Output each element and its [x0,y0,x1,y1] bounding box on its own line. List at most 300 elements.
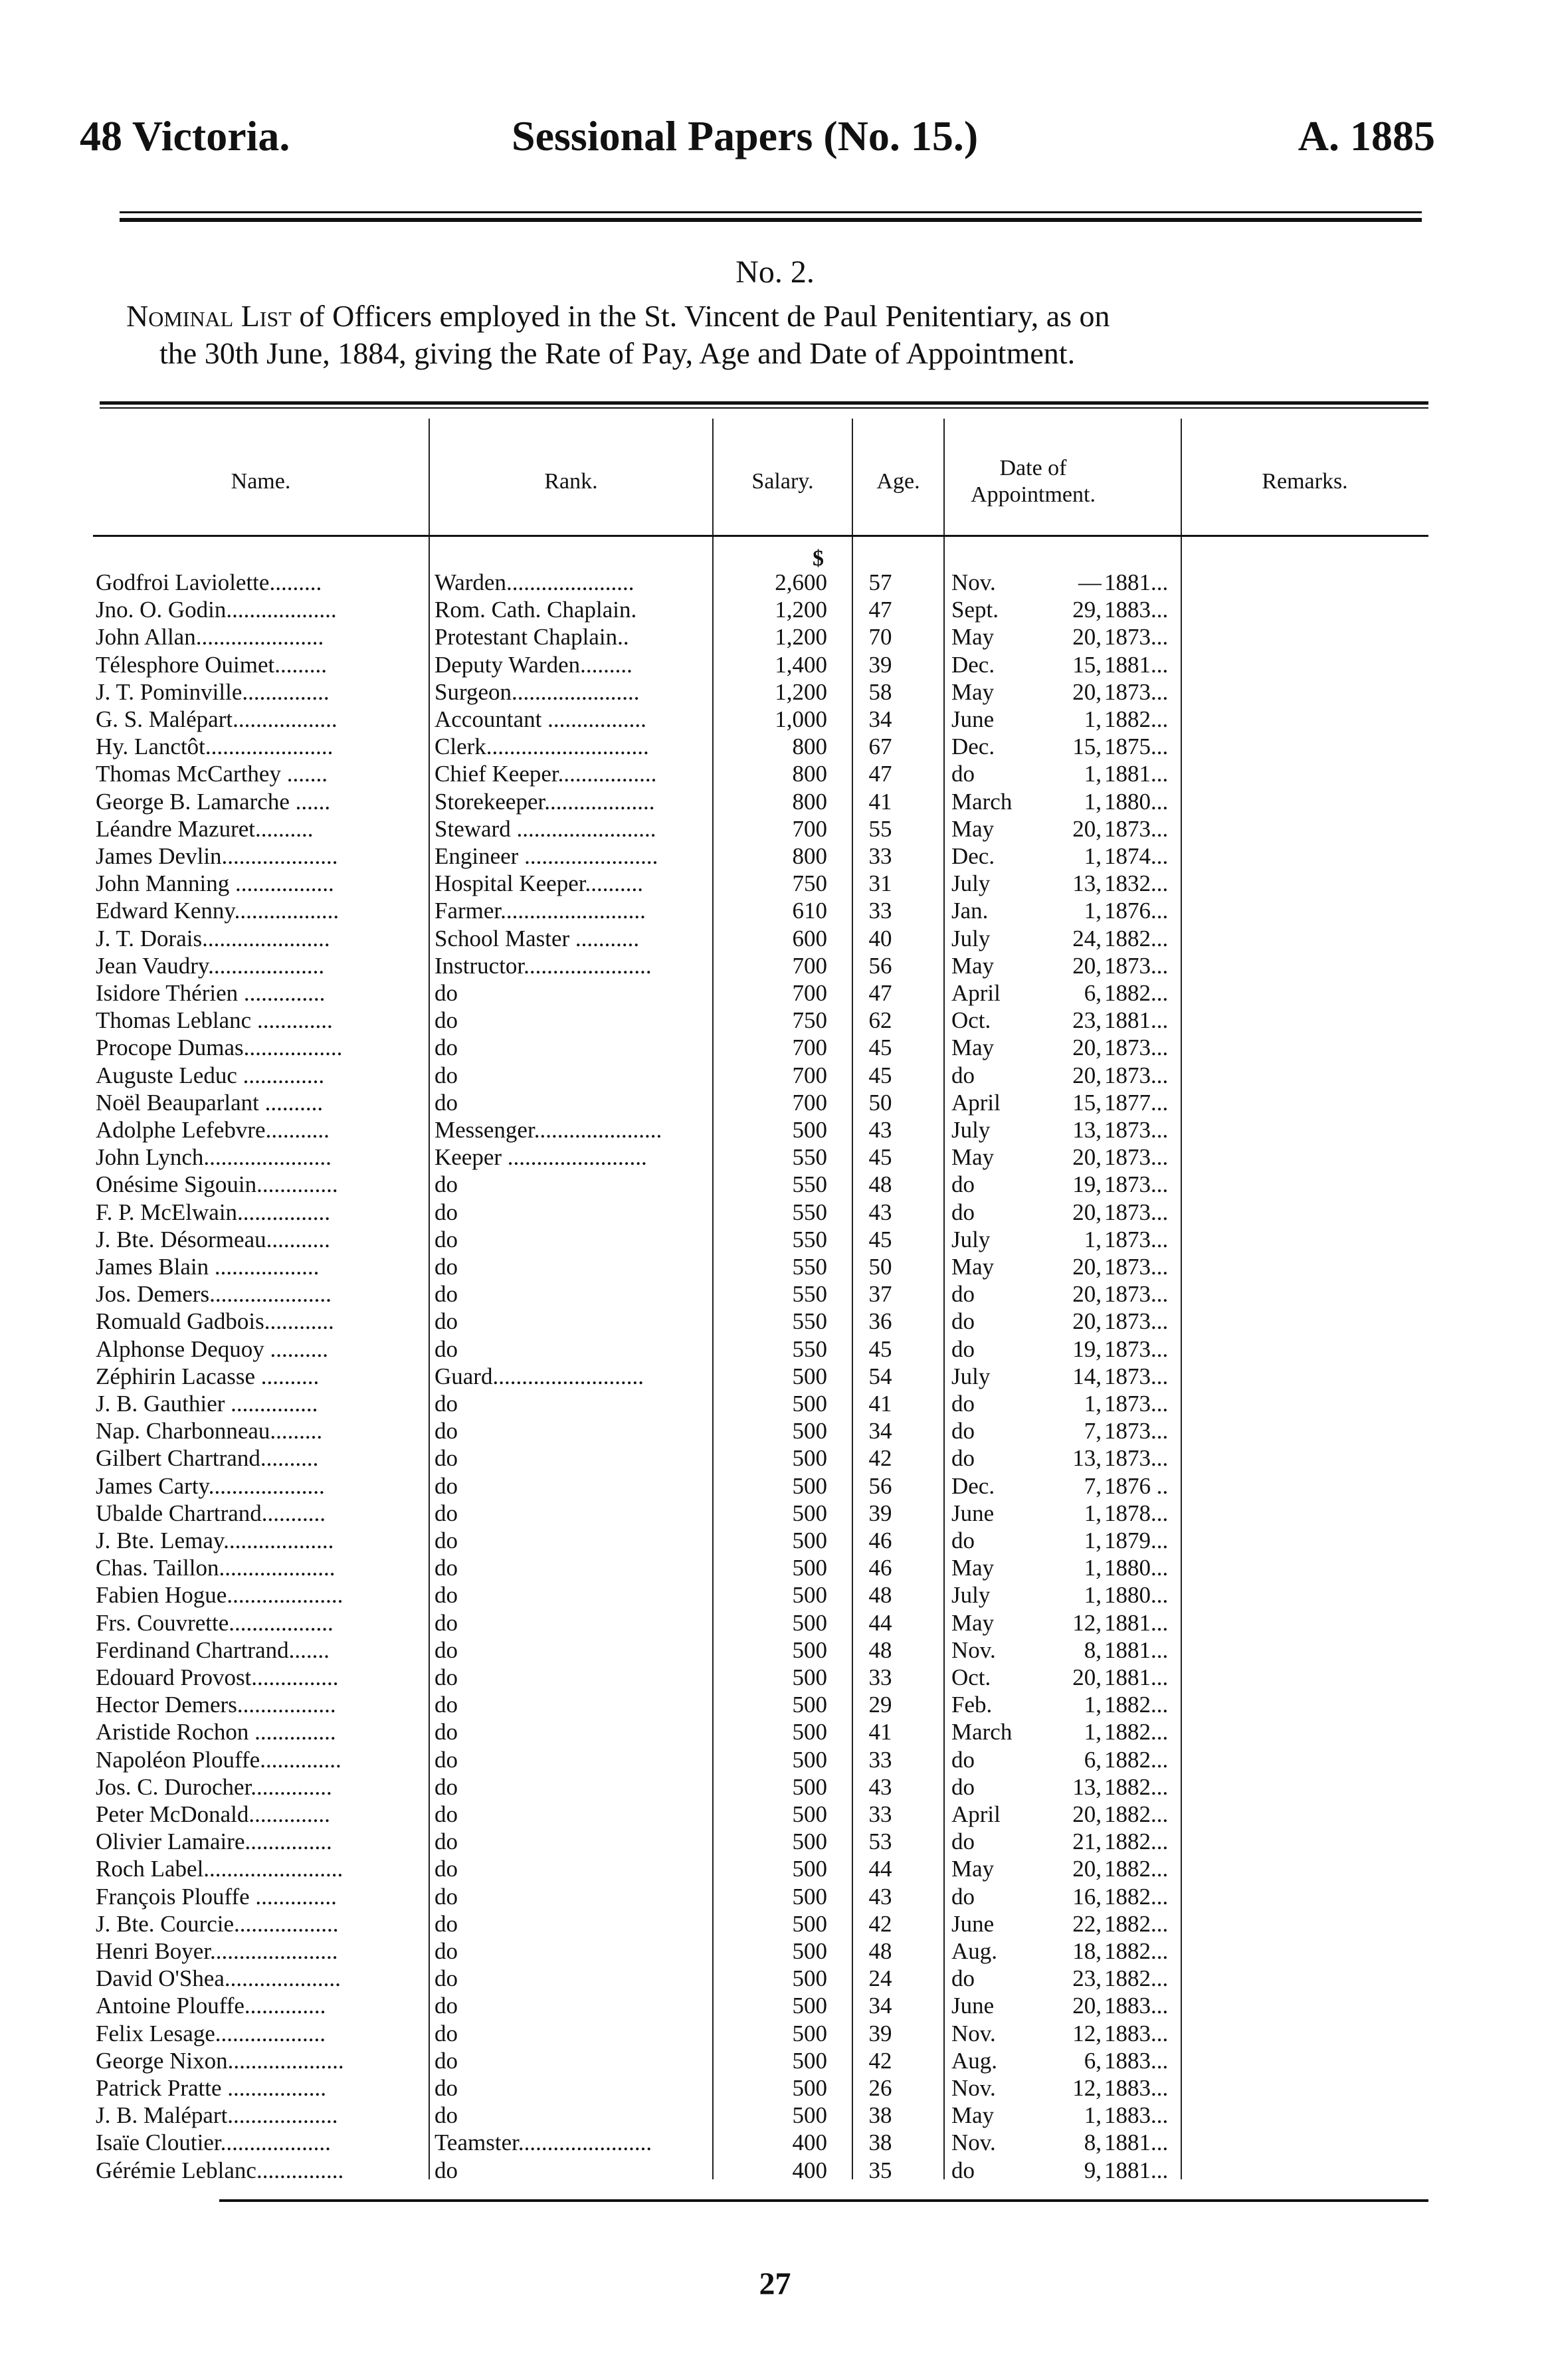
running-header [80,106,1435,166]
officer-salary: 550 [792,1226,827,1252]
appointment-day: 29, [1072,597,1102,623]
officer-salary: 750 [792,870,827,897]
column-header-date: Date of Appointment. [971,456,1096,507]
appointment-year: 1881... [1104,1609,1169,1636]
appointment-month: May [951,1555,995,1581]
officer-age: 55 [868,815,892,842]
appointment-day: 1, [1084,1719,1102,1745]
document-number: No. 2. [735,254,815,290]
appointment-month: Aug. [951,1938,998,1964]
header-session: 48 Victoria. [80,112,290,159]
appointment-month: do [951,761,975,787]
officer-salary: 500 [792,2102,827,2129]
officer-age: 48 [868,1171,892,1198]
appointment-month: Dec. [951,1472,995,1499]
appointment-day: 20, [1072,1664,1102,1690]
officer-age: 45 [868,1035,892,1061]
appointment-year: 1883... [1104,597,1169,623]
table-row [0,1199,1550,1226]
appointment-year: 1878... [1104,1500,1169,1526]
officer-age: 53 [868,1829,892,1855]
appointment-year: 1882... [1104,1746,1169,1773]
officer-rank: Accountant ................. [435,706,646,732]
table-row [0,1253,1550,1280]
officer-salary: 800 [792,761,827,787]
officer-rank: Keeper ........................ [435,1144,647,1171]
appointment-day: 8, [1084,2130,1102,2156]
appointment-month: Oct. [951,1007,991,1034]
appointment-day: 20, [1072,815,1102,842]
table-row [0,1500,1550,1527]
appointment-month: June [951,1910,995,1937]
officer-age: 44 [868,1856,892,1882]
appointment-month: Feb. [951,1692,993,1718]
officer-rank: Clerk............................ [435,734,649,760]
appointment-month: do [951,1199,975,1225]
appointment-day: 20, [1072,1144,1102,1171]
table-row [0,2157,1550,2184]
officer-age: 45 [868,1336,892,1362]
officer-salary: 1,400 [775,651,827,678]
officer-name: Godfroi Laviolette......... [96,569,322,595]
officer-age: 50 [868,1089,892,1116]
header-underline [93,535,1428,537]
officer-name: David O'Shea.................... [96,1965,341,1992]
officer-age: 45 [868,1144,892,1171]
officer-rank: do [435,1910,458,1937]
officer-name: Télesphore Ouimet......... [96,651,327,678]
appointment-year: 1832... [1104,870,1169,897]
officer-age: 34 [868,1418,892,1444]
officer-name: Romuald Gadbois............ [96,1308,334,1335]
officer-name: Napoléon Plouffe.............. [96,1746,341,1773]
table-row [0,1691,1550,1718]
officer-age: 42 [868,1910,892,1937]
officer-rank: do [435,1391,458,1417]
appointment-day: 1, [1084,706,1102,732]
table-row [0,596,1550,623]
appointment-month: do [951,1418,975,1444]
officer-salary: 550 [792,1199,827,1225]
appointment-month: do [951,2157,975,2183]
appointment-day: 13, [1072,870,1102,897]
table-row [0,2102,1550,2129]
officer-salary: 700 [792,1062,827,1088]
appointment-month: do [951,1528,975,1553]
table-row [0,2129,1550,2156]
appointment-year: 1883... [1104,2047,1169,2074]
appointment-month: do [951,1391,975,1417]
appointment-day: 19, [1072,1336,1102,1362]
officer-name: Frs. Couvrette.................. [96,1609,334,1636]
officer-age: 33 [868,843,892,869]
officer-age: 62 [868,1007,892,1034]
appointment-day: 6, [1084,2047,1102,2074]
appointment-day: 1, [1084,1582,1102,1609]
appointment-month: July [951,1226,991,1252]
officer-salary: 500 [792,1883,827,1910]
officer-age: 41 [868,1391,892,1417]
officer-name: J. B. Gauthier ............... [96,1391,318,1417]
appointment-day: 21, [1072,1829,1102,1855]
appointment-year: 1873... [1104,624,1169,650]
appointment-day: 20, [1072,1281,1102,1308]
officer-name: François Plouffe .............. [96,1883,337,1910]
appointment-month: do [951,1965,975,1992]
appointment-day: 12, [1072,2075,1102,2101]
appointment-month: do [951,1062,975,1088]
table-row [0,1937,1550,1965]
officer-name: Peter McDonald.............. [96,1801,330,1827]
appointment-month: July [951,925,991,951]
officer-age: 31 [868,870,892,897]
officer-name: J. Bte. Désormeau........... [96,1226,330,1252]
officer-salary: 400 [792,2130,827,2156]
officer-name: Chas. Taillon.................... [96,1555,336,1581]
officer-age: 48 [868,1938,892,1964]
table-row [0,1828,1550,1855]
officer-name: George Nixon.................... [96,2047,344,2074]
officer-salary: 500 [792,2047,827,2074]
officer-salary: 500 [792,1938,827,1964]
appointment-year: 1873... [1104,1171,1169,1198]
table-row [0,733,1550,760]
table-row [0,1718,1550,1745]
appointment-month: June [951,706,995,732]
appointment-year: 1882... [1104,1801,1169,1827]
officer-name: Léandre Mazuret.......... [96,815,314,842]
officer-rank: do [435,1856,458,1882]
appointment-day: 20, [1072,624,1102,650]
appointment-day: 20, [1072,1062,1102,1088]
appointment-year: 1881... [1104,651,1169,678]
officer-age: 39 [868,2020,892,2046]
officer-name: J. T. Dorais...................... [96,925,330,951]
table-row [0,925,1550,952]
appointment-day: 23, [1072,1965,1102,1992]
officer-name: Jos. C. Durocher.............. [96,1773,332,1800]
officer-rank: do [435,1993,458,2019]
officer-rank: do [435,1445,458,1472]
appointment-day: 18, [1072,1938,1102,1964]
officer-rank: Deputy Warden......... [435,651,632,678]
officer-salary: 500 [792,1445,827,1472]
officer-name: Ferdinand Chartrand....... [96,1636,330,1663]
officer-salary: 1,200 [775,597,827,623]
officer-salary: 500 [792,1910,827,1937]
officer-rank: do [435,1938,458,1964]
officer-name: F. P. McElwain................ [96,1199,331,1225]
appointment-month: May [951,1609,995,1636]
appointment-day: 20, [1072,678,1102,705]
officer-name: J. Bte. Courcie.................. [96,1910,339,1937]
appointment-year: 1882... [1104,1856,1169,1882]
officer-age: 42 [868,1445,892,1472]
officer-age: 40 [868,925,892,951]
officer-age: 43 [868,1199,892,1225]
officer-age: 43 [868,1117,892,1143]
officer-rank: do [435,2157,458,2183]
appointment-day: 1, [1084,761,1102,787]
appointment-month: do [951,1171,975,1198]
appointment-day: 8, [1084,1636,1102,1663]
officer-name: Hector Demers................. [96,1692,336,1718]
table-row [0,1417,1550,1444]
officer-name: Hy. Lanctôt...................... [96,734,334,760]
appointment-day: 1, [1084,1528,1102,1553]
table-row [0,1171,1550,1198]
officer-name: Antoine Plouffe.............. [96,1993,326,2019]
appointment-day: 1, [1084,1226,1102,1252]
officer-name: Aristide Rochon .............. [96,1719,336,1745]
officer-age: 33 [868,1746,892,1773]
officer-salary: 2,600 [775,569,827,595]
appointment-month: Sept. [951,597,999,623]
officer-age: 43 [868,1883,892,1910]
officer-age: 46 [868,1528,892,1553]
appointment-year: 1882... [1104,706,1169,732]
officer-rank: do [435,2020,458,2046]
table-row [0,1855,1550,1882]
officer-age: 26 [868,2075,892,2101]
appointment-year: 1873... [1104,1035,1169,1061]
officer-rank: do [435,1171,458,1198]
table-row [0,897,1550,924]
appointment-day: 1, [1084,2102,1102,2129]
table-row [0,1308,1550,1335]
appointment-day: — [1078,569,1102,595]
appointment-month: June [951,1500,995,1526]
officer-rank: do [435,1582,458,1609]
officer-name: James Devlin.................... [96,843,338,869]
table-row [0,979,1550,1007]
officer-rank: do [435,1555,458,1581]
appointment-day: 6, [1084,1746,1102,1773]
officer-salary: 500 [792,1664,827,1690]
table-row [0,569,1550,596]
appointment-year: 1881... [1104,1636,1169,1663]
appointment-month: May [951,624,995,650]
table-row [0,1581,1550,1609]
officer-rank: do [435,1636,458,1663]
officer-name: Ubalde Chartrand........... [96,1500,326,1526]
appointment-month: Aug. [951,2047,998,2074]
appointment-month: Nov. [951,2075,996,2101]
table-row [0,788,1550,815]
appointment-month: do [951,1746,975,1773]
officer-salary: 500 [792,1472,827,1499]
column-header-remarks: Remarks. [1262,469,1348,494]
officer-salary: 500 [792,1636,827,1663]
officer-name: Jos. Demers..................... [96,1281,332,1308]
appointment-day: 12, [1072,2020,1102,2046]
appointment-day: 20, [1072,1199,1102,1225]
officer-name: Felix Lesage................... [96,2020,326,2046]
officer-salary: 500 [792,1801,827,1827]
appointment-month: July [951,1582,991,1609]
officer-salary: 700 [792,1089,827,1116]
appointment-year: 1883... [1104,2102,1169,2129]
officer-rank: do [435,1801,458,1827]
officer-rank: do [435,1336,458,1362]
appointment-month: June [951,1993,995,2019]
officer-salary: 500 [792,1555,827,1581]
officer-salary: 500 [792,2075,827,2101]
officer-rank: do [435,1528,458,1553]
appointment-day: 24, [1072,925,1102,951]
appointment-month: March [951,788,1013,815]
appointment-year: 1873... [1104,678,1169,705]
officer-name: Roch Label........................ [96,1856,343,1882]
officer-salary: 700 [792,1035,827,1061]
officer-age: 43 [868,1773,892,1800]
appointment-day: 7, [1084,1472,1102,1499]
officer-age: 44 [868,1609,892,1636]
table-row [0,706,1550,733]
appointment-month: do [951,1308,975,1335]
officer-name: Nap. Charbonneau......... [96,1418,323,1444]
officer-age: 48 [868,1582,892,1609]
officer-name: J. Bte. Lemay................... [96,1528,334,1553]
officer-salary: 600 [792,925,827,951]
table-row [0,843,1550,870]
appointment-year: 1883... [1104,2020,1169,2046]
officer-age: 50 [868,1254,892,1280]
table-row [0,1664,1550,1691]
officer-name: James Carty.................... [96,1472,325,1499]
officer-name: Onésime Sigouin.............. [96,1171,338,1198]
appointment-day: 1, [1084,788,1102,815]
officer-rank: Teamster....................... [435,2130,652,2156]
officer-salary: 800 [792,734,827,760]
appointment-day: 20, [1072,1035,1102,1061]
officer-age: 47 [868,597,892,623]
officer-rank: do [435,1500,458,1526]
header-rule-bottom [120,218,1422,222]
officer-rank: do [435,2075,458,2101]
officer-salary: 500 [792,1965,827,1992]
appointment-year: 1873... [1104,1281,1169,1308]
officer-name: Zéphirin Lacasse .......... [96,1363,320,1389]
officer-age: 39 [868,1500,892,1526]
officer-salary: 500 [792,1993,827,2019]
officer-rank: Engineer ....................... [435,843,658,869]
officer-name: Jean Vaudry.................... [96,952,325,979]
table-row [0,1143,1550,1171]
appointment-day: 20, [1072,1801,1102,1827]
appointment-day: 15, [1072,1089,1102,1116]
officer-age: 33 [868,1664,892,1690]
appointment-year: 1880... [1104,1555,1169,1581]
table-row [0,623,1550,650]
officer-salary: 500 [792,1692,827,1718]
officer-salary: 1,200 [775,678,827,705]
appointment-day: 1, [1084,898,1102,924]
officer-age: 34 [868,1993,892,2019]
table-row [0,1554,1550,1581]
officer-salary: 500 [792,1582,827,1609]
officer-salary: 500 [792,1117,827,1143]
title-line-2: the 30th June, 1884, giving the Rate of Pay, Age and Date of Appointment. [159,336,1076,370]
officer-name: J. T. Pominville............... [96,678,330,705]
officer-name: G. S. Malépart.................. [96,706,338,732]
appointment-year: 1882... [1104,980,1169,1006]
appointment-day: 22, [1072,1910,1102,1937]
officer-name: Isidore Thérien .............. [96,980,326,1006]
officer-salary: 700 [792,952,827,979]
officer-age: 24 [868,1965,892,1992]
appointment-month: April [951,1801,1001,1827]
table-row [0,2020,1550,2047]
appointment-year: 1873... [1104,1445,1169,1472]
table-row [0,1390,1550,1417]
officer-rank: do [435,1773,458,1800]
table-row [0,1226,1550,1253]
officer-salary: 500 [792,1363,827,1389]
officer-rank: do [435,1746,458,1773]
officer-salary: 500 [792,1829,827,1855]
appointment-month: do [951,1773,975,1800]
officer-age: 47 [868,980,892,1006]
officer-name: George B. Lamarche ...... [96,788,331,815]
officer-salary: 500 [792,1609,827,1636]
officer-rank: do [435,1664,458,1690]
officer-age: 67 [868,734,892,760]
officer-rank: do [435,1719,458,1745]
appointment-year: 1883... [1104,2075,1169,2101]
officer-salary: 500 [792,1528,827,1553]
appointment-year: 1873... [1104,1363,1169,1389]
officer-rank: Guard.......................... [435,1363,644,1389]
table-row [0,1472,1550,1500]
table-row [0,1116,1550,1143]
page-number: 27 [759,2266,791,2302]
officer-rank: do [435,1281,458,1308]
appointment-day: 13, [1072,1773,1102,1800]
appointment-year: 1873... [1104,1418,1169,1444]
title-line-1-rest: of Officers employed in the St. Vincent de Paul Penitentiary, as on [291,299,1110,333]
column-header-rank: Rank. [544,469,598,494]
officer-age: 29 [868,1692,892,1718]
table-row [0,1746,1550,1773]
appointment-year: 1882... [1104,1938,1169,1964]
appointment-year: 1873... [1104,815,1169,842]
table-row [0,1007,1550,1034]
appointment-year: 1881... [1104,569,1169,595]
appointment-year: 1873... [1104,1226,1169,1252]
officer-salary: 500 [792,1719,827,1745]
title-smallcaps: Nominal List [126,299,292,333]
officer-age: 34 [868,706,892,732]
appointment-year: 1882... [1104,1773,1169,1800]
appointment-month: Nov. [951,2020,996,2046]
officer-age: 36 [868,1308,892,1335]
officer-age: 33 [868,898,892,924]
officer-rank: do [435,1062,458,1088]
column-header-name: Name. [231,469,291,494]
table-top-rule [100,401,1428,405]
officer-salary: 800 [792,788,827,815]
officer-rank: Chief Keeper................. [435,761,657,787]
appointment-month: July [951,870,991,897]
appointment-year: 1881... [1104,1664,1169,1690]
table-row [0,1965,1550,1992]
officer-salary: 500 [792,1856,827,1882]
officer-salary: 1,200 [775,624,827,650]
officer-age: 41 [868,788,892,815]
appointment-month: April [951,980,1001,1006]
footer-rule [219,2199,1428,2202]
